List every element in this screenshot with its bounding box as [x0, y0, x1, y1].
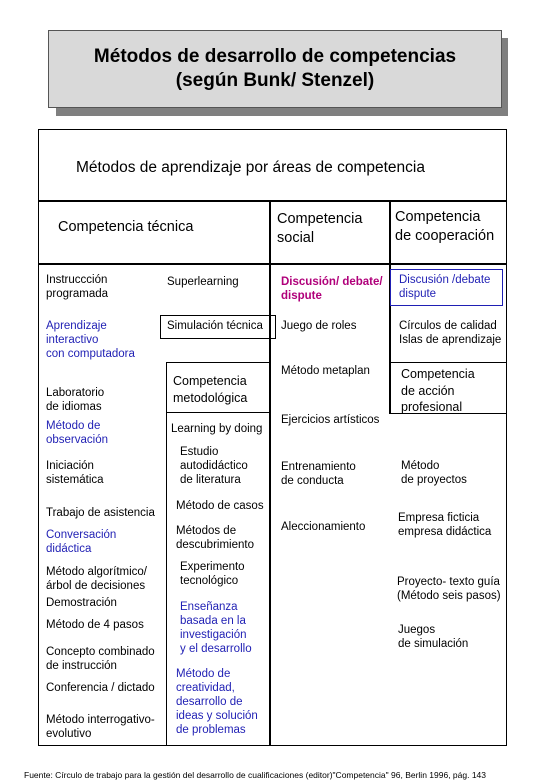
accion-item [398, 511, 491, 539]
tecnica-left-item [46, 319, 135, 361]
cooperacion-item [399, 319, 501, 347]
item-line: Estudio [180, 446, 219, 458]
item-line: Aprendizaje [46, 320, 107, 332]
item-line: Método de [46, 420, 101, 432]
item-line: con computadora [46, 348, 135, 360]
header-accion: Competencia de acción profesional [401, 367, 475, 414]
item-line: Concepto combinado [46, 646, 155, 658]
tecnica-left-item [46, 645, 155, 673]
item-line: Método de [176, 668, 231, 680]
item-line: de conducta [281, 475, 344, 487]
item-line: sistemática [46, 474, 104, 486]
item-line: investigación [180, 629, 247, 641]
item-line: Método de 4 pasos [46, 619, 144, 631]
divider-columns [38, 263, 507, 265]
metod-top [166, 362, 270, 363]
item-line: Método interrogativo- [46, 714, 155, 726]
tecnica-left-item [46, 386, 104, 414]
title-line-1: Métodos de desarrollo de competencias [93, 46, 457, 67]
accion-item [397, 575, 501, 603]
item-line: Método de casos [176, 500, 264, 512]
item-line: programada [46, 288, 109, 300]
metodologica-item [171, 422, 262, 436]
divider-heading [38, 200, 507, 202]
tecnica-left-item [46, 273, 108, 301]
header-cooperacion: Competencia de cooperación [395, 209, 495, 244]
item-line: Métodos de [176, 525, 237, 537]
item-line: Empresa ficticia [398, 512, 480, 524]
item-line: Instruccción [46, 274, 108, 286]
cooperacion-item [399, 273, 490, 301]
item-line: Proyecto- texto guía [397, 576, 500, 588]
item-line: Experimento [180, 561, 245, 573]
metod-sub [166, 412, 270, 413]
tecnica-left-item [46, 681, 155, 695]
item-line: Método algorítmico/ [46, 566, 147, 578]
title-box [48, 30, 502, 108]
metodologica-item [176, 499, 264, 513]
item-line: Método metaplan [281, 365, 370, 377]
item-line: tecnológico [180, 575, 239, 587]
item-line: Demostración [46, 597, 117, 609]
item-line: Iniciación [46, 460, 94, 472]
metodologica-item [180, 600, 252, 656]
metodologica-item [176, 667, 258, 737]
social-item [281, 460, 356, 488]
vline-tecnica-social [269, 200, 271, 746]
accion-top [389, 362, 507, 363]
tecnica-left-item [46, 528, 116, 556]
metodologica-item [176, 524, 254, 552]
tecnica-left-item [46, 713, 155, 741]
tecnica-left-item [46, 618, 144, 632]
social-item [281, 275, 383, 303]
item-line: Trabajo de asistencia [46, 507, 155, 519]
tecnica-right-item [167, 275, 239, 289]
tecnica-left-item [46, 459, 104, 487]
item-line: Conferencia / dictado [46, 682, 155, 694]
item-line: Juegos [398, 624, 436, 636]
item-line: de simulación [398, 638, 469, 650]
item-line: ideas y solución [176, 710, 258, 722]
item-line: dispute [399, 288, 437, 300]
header-tecnica: Competencia técnica [58, 219, 194, 235]
tecnica-left-item [46, 419, 108, 447]
item-line: evolutivo [46, 728, 92, 740]
tecnica-right-item [167, 319, 263, 333]
item-line: Conversación [46, 529, 117, 541]
item-line: observación [46, 434, 109, 446]
item-line: Islas de aprendizaje [399, 334, 502, 346]
tecnica-left-item [46, 596, 117, 610]
item-line: Laboratorio [46, 387, 105, 399]
item-line: de problemas [176, 724, 246, 736]
item-line: de proyectos [401, 474, 467, 486]
item-line: y el desarrollo [180, 643, 252, 655]
table-heading: Métodos de aprendizaje por áreas de competencia [76, 159, 425, 176]
item-line: basada en la [180, 615, 246, 627]
item-line: Método [401, 460, 440, 472]
item-line: Enseñanza [180, 601, 238, 613]
item-line: desarrollo de [176, 696, 243, 708]
header-metodologica: Competencia metodológica [173, 374, 248, 405]
item-line: Ejercicios artísticos [281, 414, 380, 426]
item-line: Círculos de calidad [399, 320, 497, 332]
item-line: didáctica [46, 543, 92, 555]
metod-left [166, 362, 167, 746]
item-line: de literatura [180, 474, 241, 486]
social-item [281, 364, 370, 378]
item-line: Aleccionamiento [281, 521, 366, 533]
item-line: Juego de roles [281, 320, 357, 332]
item-line: interactivo [46, 334, 99, 346]
social-item [281, 520, 365, 534]
accion-item [398, 623, 468, 651]
source-footer: Fuente: Círculo de trabajo para la gestión del desarrollo de cualificaciones (editor)"Competencia" 96, Berlin 1996, pág. 143 [24, 770, 487, 780]
item-line: de idiomas [46, 401, 102, 413]
social-item [281, 413, 379, 427]
item-line: Superlearning [167, 276, 239, 288]
item-line: empresa didáctica [398, 526, 492, 538]
item-line: árbol de decisiones [46, 580, 146, 592]
item-line: Learning by doing [171, 423, 263, 435]
metodologica-item [180, 445, 248, 487]
header-social: Competencia social [277, 211, 363, 246]
vline-social-coop [389, 200, 391, 414]
item-line: Discusión /debate [399, 274, 491, 286]
item-line: Simulación técnica [167, 320, 263, 332]
item-line: descubrimiento [176, 539, 254, 551]
tecnica-left-item [46, 565, 147, 593]
item-line: Entrenamiento [281, 461, 356, 473]
tecnica-left-item [46, 506, 155, 520]
item-line: (Método seis pasos) [397, 590, 501, 602]
metodologica-item [180, 560, 245, 588]
title-line-2: (según Bunk/ Stenzel) [175, 70, 375, 91]
item-line: autodidáctico [180, 460, 248, 472]
item-line: de instrucción [46, 660, 117, 672]
accion-item [401, 459, 467, 487]
item-line: creatividad, [176, 682, 235, 694]
social-item [281, 319, 356, 333]
item-line: Discusión/ debate/ [281, 276, 383, 288]
item-line: dispute [281, 290, 322, 302]
